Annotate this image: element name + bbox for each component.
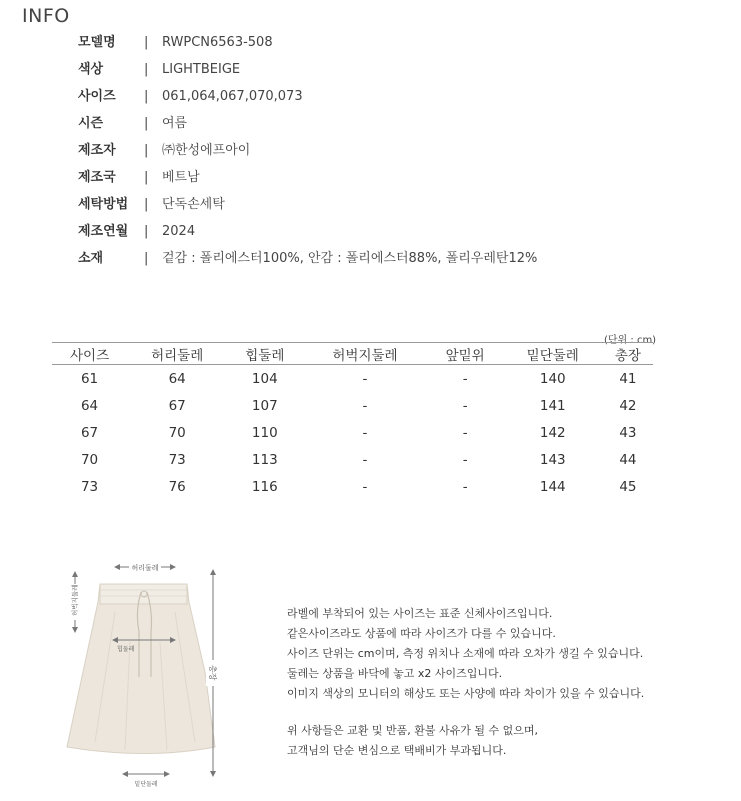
info-value: ㈜한성에프아이 <box>162 143 251 158</box>
note-line: 라벨에 부착되어 있는 사이즈는 표준 신체사이즈입니다. <box>287 607 553 620</box>
table-cell: - <box>362 451 368 468</box>
hem-label: 밑단둘레 <box>134 781 158 788</box>
header-cell: 총장 <box>603 343 653 365</box>
table-cell: 44 <box>619 451 637 468</box>
table-cell: 144 <box>539 478 566 495</box>
table-cell: 64 <box>80 397 99 414</box>
note-line: 이미지 색상의 모니터의 해상도 또는 사양에 따라 차이가 있을 수 있습니다. <box>287 687 645 700</box>
table-cell: - <box>462 370 468 387</box>
table-cell: 110 <box>251 424 278 441</box>
info-separator: | <box>144 197 149 212</box>
hip-label: 힙둘레 <box>117 646 135 653</box>
table-row <box>52 419 653 446</box>
table-cell: - <box>362 397 368 414</box>
table-cell: 61 <box>80 370 99 387</box>
table-cell: 140 <box>539 370 566 387</box>
info-value: RWPCN6563-508 <box>162 35 273 50</box>
table-cell: - <box>462 478 468 495</box>
table-cell: - <box>462 424 468 441</box>
table-cell: 116 <box>251 478 278 495</box>
table-cell: - <box>462 451 468 468</box>
size-table <box>52 342 653 500</box>
table-cell: - <box>362 424 368 441</box>
info-separator: | <box>144 224 149 239</box>
length-label: 총장 <box>208 665 217 681</box>
info-label: 시즌 <box>78 116 104 131</box>
header-cell: 사이즈 <box>52 343 127 365</box>
info-separator: | <box>144 251 149 266</box>
table-cell: 64 <box>168 370 186 387</box>
info-separator: | <box>144 170 149 185</box>
info-label: 세탁방법 <box>78 197 129 212</box>
table-cell: 41 <box>619 370 637 387</box>
skirt-diagram-svg <box>55 552 240 797</box>
table-cell: 70 <box>80 451 99 468</box>
table-row <box>52 365 653 393</box>
table-cell: 107 <box>251 397 278 414</box>
table-cell: 104 <box>251 370 278 387</box>
skirt-waistband <box>100 584 187 604</box>
table-row <box>52 473 653 500</box>
info-value: 여름 <box>162 116 188 131</box>
table-cell: 43 <box>619 424 637 441</box>
info-value: LIGHTBEIGE <box>162 62 241 77</box>
info-separator: | <box>144 116 149 131</box>
info-value: 061,064,067,070,073 <box>162 89 303 104</box>
note-line: 같은사이즈라도 상품에 따라 사이즈가 다를 수 있습니다. <box>287 627 556 640</box>
table-cell: 142 <box>539 424 566 441</box>
note-line: 사이즈 단위는 cm이며, 측정 위치나 소재에 따라 오차가 생길 수 있습니다. <box>287 647 644 660</box>
header-cell: 힙둘레 <box>227 343 302 365</box>
info-value: 겉감 : 폴리에스터100%, 안감 : 폴리에스터88%, 폴리우레탄12% <box>162 251 538 266</box>
waist-label: 허리둘레 <box>131 564 159 572</box>
table-cell: 42 <box>619 397 637 414</box>
header-cell: 앞밑위 <box>428 343 503 365</box>
info-value: 베트남 <box>162 170 200 185</box>
info-label: 제조국 <box>78 170 116 185</box>
note-gap <box>287 706 644 723</box>
table-cell: 76 <box>168 478 186 495</box>
info-label: 제조연월 <box>78 224 129 239</box>
inner-label: 허벅지둘레 <box>71 584 79 616</box>
table-cell: 73 <box>80 478 99 495</box>
table-cell: 73 <box>168 451 186 468</box>
table-cell: 113 <box>251 451 278 468</box>
unit-label: (단위 : cm) <box>604 335 657 346</box>
info-separator: | <box>144 89 149 104</box>
info-separator: | <box>144 62 149 77</box>
table-cell: 67 <box>80 424 99 441</box>
table-cell: 45 <box>619 478 637 495</box>
info-separator: | <box>144 35 149 50</box>
header-cell: 허벅지둘레 <box>302 343 427 365</box>
info-separator: | <box>144 143 149 158</box>
table-cell: 70 <box>168 424 186 441</box>
header-cell: 허리둘레 <box>127 343 227 365</box>
info-value: 2024 <box>162 224 196 239</box>
info-label: 모델명 <box>78 35 116 50</box>
table-cell: - <box>362 370 368 387</box>
skirt-diagram <box>55 552 240 797</box>
table-row <box>52 392 653 419</box>
info-label: 제조자 <box>78 143 116 158</box>
header-cell: 밑단둘레 <box>503 343 603 365</box>
table-cell: 143 <box>539 451 566 468</box>
notes-block <box>287 606 644 763</box>
info-value: 단독손세탁 <box>162 197 225 212</box>
info-label: 사이즈 <box>78 89 116 104</box>
table-row <box>52 446 653 473</box>
note-line: 고객님의 단순 변심으로 택배비가 부과됩니다. <box>287 744 507 757</box>
table-cell: - <box>362 478 368 495</box>
size-table-header <box>52 343 653 365</box>
table-cell: 67 <box>168 397 186 414</box>
note-line: 위 사항들은 교환 및 반품, 환불 사유가 될 수 없으며, <box>287 724 538 737</box>
info-label: 색상 <box>78 62 104 77</box>
info-label: 소재 <box>78 251 104 266</box>
note-line: 둘레는 상품을 바닥에 놓고 x2 사이즈입니다. <box>287 667 503 680</box>
table-cell: 141 <box>539 397 566 414</box>
info-title: INFO <box>22 5 70 27</box>
table-cell: - <box>462 397 468 414</box>
